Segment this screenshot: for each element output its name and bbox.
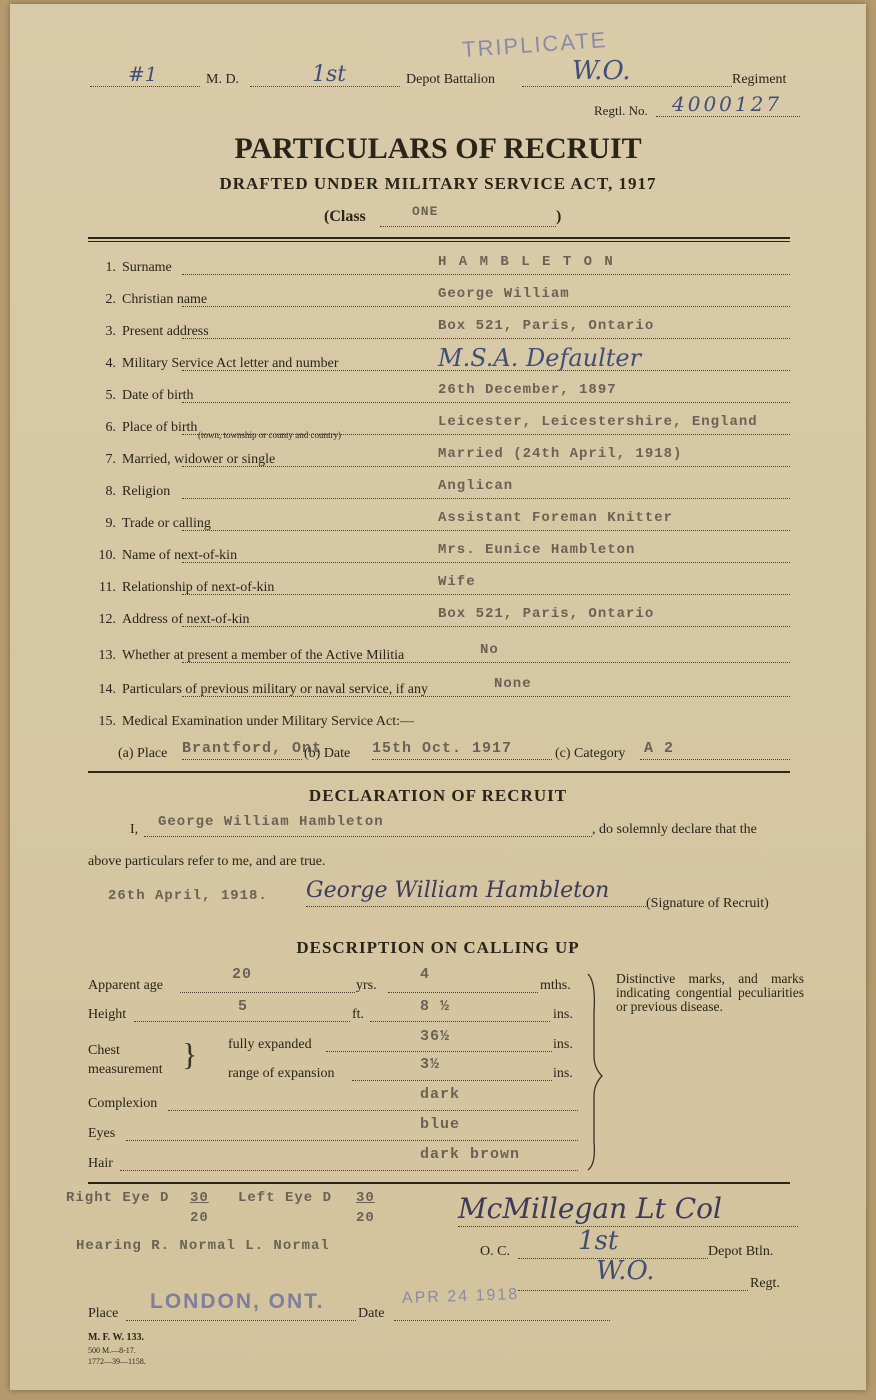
field-value: M.S.A. Defaulter: [438, 344, 642, 372]
field-number: 4.: [105, 356, 116, 371]
regt-label: Regt.: [750, 1276, 780, 1291]
recruit-form: [10, 4, 866, 1390]
complexion-value: dark: [420, 1086, 461, 1103]
declaration-rule: [88, 771, 790, 773]
measurement-label: measurement: [88, 1062, 163, 1077]
field-dotline: [182, 594, 790, 595]
age-months: 4: [420, 966, 431, 983]
eyes-value: blue: [420, 1116, 461, 1133]
height-in: 8 ½: [420, 998, 451, 1015]
field-label: Medical Examination under Military Service Act:—: [122, 714, 414, 729]
description-heading: DESCRIPTION ON CALLING UP: [296, 938, 580, 957]
field-number: 1.: [105, 260, 116, 275]
form-subtitle: DRAFTED UNDER MILITARY SERVICE ACT, 1917: [219, 174, 657, 193]
recruit-signature: George William Hambleton: [306, 878, 610, 903]
field-label: Religion: [122, 484, 171, 499]
field-label: Christian name: [122, 292, 208, 307]
marks-bracket: [584, 972, 606, 1172]
field-number: 2.: [105, 292, 116, 307]
right-eye-num: 30: [190, 1190, 209, 1206]
form-id: M. F. W. 133.: [88, 1332, 145, 1343]
medical-category-label: (c) Category: [555, 746, 626, 761]
oc-value: 1st: [578, 1226, 619, 1256]
description-rule: [88, 1182, 790, 1184]
form-number: #1: [128, 62, 158, 86]
class-value: ONE: [412, 204, 439, 219]
ins-label-2: ins.: [553, 1037, 573, 1052]
depot-handwritten: W.O.: [572, 56, 631, 86]
regtl-number: 4000127: [672, 92, 783, 116]
hearing-text: Hearing R. Normal L. Normal: [76, 1238, 330, 1254]
field-number: 12.: [98, 612, 116, 627]
field-dotline: [182, 696, 790, 697]
field-dotline: [182, 530, 790, 531]
eyes-label: Eyes: [88, 1126, 116, 1141]
print-code: 1772—39—1158.: [88, 1357, 146, 1366]
left-eye-den: 20: [356, 1210, 375, 1226]
height-ft: 5: [238, 998, 249, 1015]
field-value: Mrs. Eunice Hambleton: [438, 542, 636, 558]
ins-label-1: ins.: [553, 1007, 573, 1022]
field-value: None: [494, 676, 532, 692]
field-number: 6.: [105, 420, 116, 435]
field-number: 10.: [98, 548, 116, 563]
field-value: Wife: [438, 574, 476, 590]
regiment-label: Regiment: [732, 72, 787, 87]
field-value: Box 521, Paris, Ontario: [438, 318, 655, 334]
field-label: Address of next-of-kin: [122, 612, 250, 627]
regt-value: W.O.: [596, 1256, 655, 1286]
declaration-date: 26th April, 1918.: [108, 888, 268, 904]
medical-place-label: (a) Place: [118, 746, 168, 761]
mths-label: mths.: [540, 978, 571, 993]
field-label: Military Service Act letter and number: [122, 356, 339, 371]
field-dotline: [182, 402, 790, 403]
class-label: (Class: [324, 208, 366, 225]
medical-place-value: Brantford, Ont: [182, 740, 323, 757]
left-eye-label: Left Eye D: [238, 1190, 333, 1206]
triplicate-stamp: TRIPLICATE: [461, 26, 609, 63]
officer-signature: McMillegan Lt Col: [458, 1192, 722, 1225]
medical-date-label: (b) Date: [304, 746, 351, 761]
depot-label: Depot Battalion: [406, 72, 496, 87]
declaration-line2: above particulars refer to me, and are true.: [88, 854, 326, 869]
medical-category-value: A 2: [644, 740, 675, 757]
hair-label: Hair: [88, 1156, 113, 1171]
fully-label: fully expanded: [228, 1037, 312, 1052]
field-number: 7.: [105, 452, 116, 467]
oc-label: O. C.: [480, 1244, 510, 1259]
field-value: Assistant Foreman Knitter: [438, 510, 674, 526]
depot-number: 1st: [312, 62, 347, 87]
field-dotline: [182, 562, 790, 563]
field-value: H A M B L E T O N: [438, 254, 615, 270]
birth-note: (town, township or county and country): [198, 430, 341, 440]
field-dotline: [182, 626, 790, 627]
yrs-label: yrs.: [356, 978, 377, 993]
declaration-solemn: , do solemnly declare that the: [592, 822, 757, 837]
chest-label: Chest: [88, 1043, 120, 1058]
title-rule: [88, 237, 790, 239]
field-number: 13.: [98, 648, 116, 663]
form-title: PARTICULARS OF RECRUIT: [234, 132, 642, 165]
field-label: Surname: [122, 260, 172, 275]
field-value: 26th December, 1897: [438, 382, 617, 398]
field-label: Particulars of previous military or naval service, if any: [122, 682, 428, 697]
declaration-heading: DECLARATION OF RECRUIT: [308, 786, 568, 805]
field-number: 14.: [98, 682, 116, 697]
complexion-label: Complexion: [88, 1096, 158, 1111]
field-value: Box 521, Paris, Ontario: [438, 606, 655, 622]
field-label: Date of birth: [122, 388, 194, 403]
right-eye-label: Right Eye D: [66, 1190, 170, 1206]
print-info: 500 M.—8-17.: [88, 1346, 136, 1355]
field-number: 11.: [99, 580, 116, 595]
field-label: Relationship of next-of-kin: [122, 580, 275, 595]
field-label: Place of birth: [122, 420, 198, 435]
right-eye-den: 20: [190, 1210, 209, 1226]
field-value: Anglican: [438, 478, 514, 494]
chest-brace: }: [182, 1036, 198, 1072]
field-dotline: [182, 274, 790, 275]
place-label: Place: [88, 1306, 119, 1321]
field-number: 9.: [105, 516, 116, 531]
date-stamp: APR 24 1918: [401, 1285, 520, 1308]
field-dotline: [182, 498, 790, 499]
field-number: 15.: [98, 714, 116, 729]
date-label: Date: [358, 1306, 385, 1321]
field-number: 5.: [105, 388, 116, 403]
field-dotline: [182, 466, 790, 467]
signature-label: (Signature of Recruit): [646, 896, 769, 911]
class-close: ): [556, 208, 562, 225]
field-value: No: [480, 642, 499, 658]
age-label: Apparent age: [88, 978, 164, 993]
field-dotline: [182, 662, 790, 663]
field-label: Whether at present a member of the Active Militia: [122, 648, 405, 663]
declaration-name: George William Hambleton: [158, 814, 384, 830]
distinctive-marks: Distinctive marks, and marks indicating congential peculiarities or previous disease.: [616, 971, 804, 1014]
depot-btln-label: Depot Btln.: [708, 1244, 774, 1259]
fully-value: 36½: [420, 1028, 451, 1045]
field-value: Leicester, Leicestershire, England: [438, 414, 758, 430]
field-label: Trade or calling: [122, 516, 211, 531]
ins-label-3: ins.: [553, 1066, 573, 1081]
field-label: Present address: [122, 324, 209, 339]
field-dotline: [182, 338, 790, 339]
height-label: Height: [88, 1007, 127, 1022]
regtl-label: Regtl. No.: [594, 103, 648, 118]
md-label: M. D.: [206, 72, 240, 87]
field-label: Name of next-of-kin: [122, 548, 238, 563]
range-label: range of expansion: [228, 1066, 335, 1081]
ft-label: ft.: [352, 1007, 365, 1022]
declaration-i: I,: [130, 822, 139, 837]
medical-date-value: 15th Oct. 1917: [372, 740, 513, 757]
age-years: 20: [232, 966, 253, 983]
field-dotline: [182, 306, 790, 307]
field-number: 3.: [105, 324, 116, 339]
hair-value: dark brown: [420, 1146, 521, 1163]
left-eye-num: 30: [356, 1190, 375, 1206]
field-number: 8.: [105, 484, 116, 499]
field-value: Married (24th April, 1918): [438, 446, 683, 462]
place-stamp: LONDON, ONT.: [150, 1290, 325, 1313]
range-value: 3½: [420, 1056, 441, 1073]
field-label: Married, widower or single: [122, 452, 276, 467]
field-value: George William: [438, 286, 570, 302]
